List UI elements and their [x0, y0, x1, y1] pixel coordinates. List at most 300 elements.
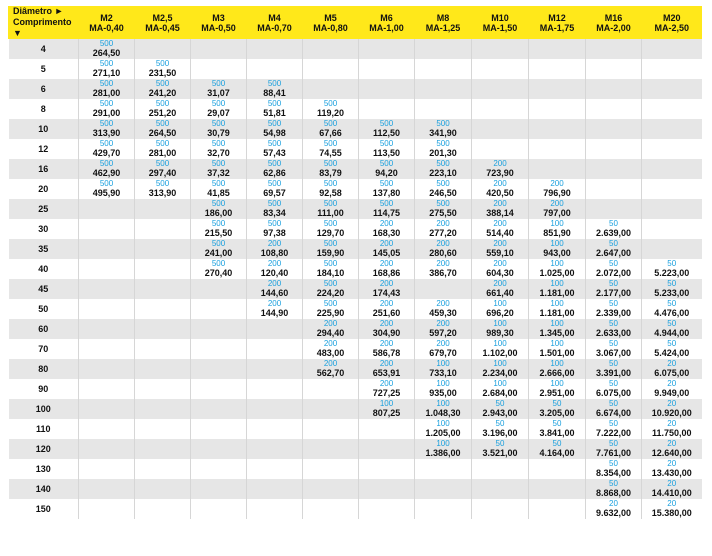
column-ma-code: MA-0,70 [257, 22, 292, 33]
price-cell [79, 339, 135, 359]
price-cell [303, 239, 359, 259]
price-value: 280,60 [429, 248, 457, 258]
price-value: 429,70 [92, 148, 121, 158]
price-value: 174,43 [372, 288, 401, 298]
price-cell [79, 199, 135, 219]
price-cell [415, 299, 472, 319]
price-cell [642, 119, 702, 139]
pack-quantity: 500 [379, 119, 394, 128]
price-cell [586, 219, 642, 239]
price-value: 797,00 [543, 208, 571, 218]
price-cell [135, 379, 191, 399]
pack-quantity: 500 [323, 239, 338, 248]
price-cell [472, 99, 529, 119]
price-value: 51,81 [263, 108, 286, 118]
price-value: 1.025,00 [539, 268, 575, 278]
pack-quantity: 50 [552, 419, 562, 428]
price-cell [586, 399, 642, 419]
column-header [586, 6, 642, 39]
price-value: 3.521,00 [482, 448, 518, 458]
table-row [9, 479, 702, 499]
price-cell [247, 459, 303, 479]
price-cell [529, 419, 586, 439]
pack-quantity: 500 [436, 179, 450, 188]
price-cell [303, 59, 359, 79]
price-cell [135, 59, 191, 79]
price-cell [191, 119, 247, 139]
price-cell [642, 359, 702, 379]
price-cell [359, 179, 415, 199]
pack-quantity: 50 [609, 479, 618, 488]
price-cell [415, 79, 472, 99]
pack-quantity: 200 [379, 219, 394, 228]
column-header [303, 6, 359, 39]
price-cell [472, 479, 529, 499]
pack-quantity: 200 [493, 179, 507, 188]
price-value: 251,20 [148, 108, 177, 118]
price-value: 495,90 [92, 188, 121, 198]
price-cell [303, 99, 359, 119]
price-value: 420,50 [486, 188, 514, 198]
pack-quantity: 200 [379, 299, 394, 308]
price-cell [415, 359, 472, 379]
price-cell [135, 399, 191, 419]
price-cell [303, 439, 359, 459]
price-cell [642, 219, 702, 239]
pack-quantity: 50 [609, 239, 618, 248]
price-cell [191, 419, 247, 439]
pack-quantity: 20 [667, 359, 677, 368]
price-value: 727,25 [372, 388, 401, 398]
pack-quantity: 500 [211, 239, 226, 248]
price-cell [79, 279, 135, 299]
pack-quantity: 200 [267, 239, 282, 248]
price-value: 1.181,00 [539, 288, 575, 298]
pack-quantity: 500 [211, 199, 226, 208]
table-row [9, 379, 702, 399]
pack-quantity: 500 [323, 119, 338, 128]
price-value: 112,50 [372, 128, 401, 138]
price-value: 137,80 [372, 188, 401, 198]
price-value: 6.674,00 [595, 408, 632, 418]
price-value: 3.196,00 [482, 428, 518, 438]
price-cell [359, 319, 415, 339]
column-ma-code: MA-1,50 [482, 22, 518, 33]
price-cell [191, 219, 247, 239]
price-cell [642, 59, 702, 79]
price-value: 168,30 [372, 228, 401, 238]
price-cell [359, 299, 415, 319]
pack-quantity: 200 [379, 379, 394, 388]
price-cell [191, 359, 247, 379]
pack-quantity: 500 [323, 219, 338, 228]
price-cell [586, 499, 642, 519]
price-value: 1.102,00 [482, 348, 518, 358]
price-cell [79, 439, 135, 459]
price-cell [642, 479, 702, 499]
pack-quantity: 500 [99, 99, 114, 108]
price-cell [529, 459, 586, 479]
price-cell [247, 219, 303, 239]
pack-quantity: 20 [667, 459, 677, 468]
price-value: 31,07 [207, 88, 230, 98]
pack-quantity: 20 [667, 479, 677, 488]
price-cell [472, 399, 529, 419]
price-value: 386,70 [429, 268, 457, 278]
table-row [9, 59, 702, 79]
price-cell [359, 59, 415, 79]
price-cell [586, 139, 642, 159]
price-cell [586, 419, 642, 439]
price-cell [191, 179, 247, 199]
price-cell [586, 79, 642, 99]
price-cell [303, 399, 359, 419]
price-cell [303, 139, 359, 159]
pack-quantity: 500 [211, 259, 226, 268]
price-cell [642, 159, 702, 179]
price-cell [586, 479, 642, 499]
price-value: 304,90 [372, 328, 401, 338]
pack-quantity: 500 [379, 159, 394, 168]
length-cell: 20 [9, 179, 79, 199]
diameter-label: Diâmetro ► [13, 6, 64, 16]
pack-quantity: 500 [99, 79, 114, 88]
price-cell [529, 139, 586, 159]
pack-quantity: 200 [436, 239, 450, 248]
price-cell [472, 179, 529, 199]
length-cell: 70 [9, 339, 79, 359]
price-cell [79, 239, 135, 259]
price-value: 92,58 [319, 188, 342, 198]
price-cell [415, 339, 472, 359]
pack-quantity: 100 [436, 419, 450, 428]
price-cell [529, 179, 586, 199]
pack-quantity: 200 [379, 239, 394, 248]
price-value: 13.430,00 [651, 468, 692, 478]
price-cell [642, 379, 702, 399]
price-value: 5.233,00 [654, 288, 690, 298]
price-value: 69,57 [263, 188, 286, 198]
column-size: M3 [212, 12, 225, 23]
price-cell [247, 159, 303, 179]
pack-quantity: 500 [323, 159, 338, 168]
pack-quantity: 500 [211, 179, 226, 188]
pack-quantity: 200 [323, 319, 338, 328]
price-cell [135, 319, 191, 339]
price-value: 5.223,00 [654, 268, 690, 278]
price-value: 1.345,00 [539, 328, 575, 338]
price-value: 653,91 [372, 368, 401, 378]
pack-quantity: 200 [267, 299, 282, 308]
price-cell [247, 419, 303, 439]
price-cell [359, 419, 415, 439]
price-value: 74,55 [319, 148, 342, 158]
pack-quantity: 200 [379, 259, 394, 268]
price-cell [79, 79, 135, 99]
price-cell [415, 239, 472, 259]
price-cell [135, 439, 191, 459]
price-cell [191, 439, 247, 459]
price-cell [191, 479, 247, 499]
price-cell [529, 319, 586, 339]
price-cell [135, 279, 191, 299]
price-cell [472, 259, 529, 279]
price-value: 246,50 [429, 188, 457, 198]
price-value: 2.639,00 [595, 228, 632, 238]
price-cell [415, 199, 472, 219]
price-value: 388,14 [486, 208, 514, 218]
price-cell [529, 159, 586, 179]
price-cell [303, 219, 359, 239]
column-size: M2,5 [152, 12, 173, 23]
price-cell [135, 79, 191, 99]
price-value: 215,50 [204, 228, 233, 238]
pack-quantity: 500 [267, 199, 282, 208]
price-value: 1.181,00 [539, 308, 575, 318]
price-cell [415, 59, 472, 79]
price-cell [79, 419, 135, 439]
pack-quantity: 50 [609, 399, 618, 408]
pack-quantity: 500 [211, 119, 226, 128]
price-cell [529, 199, 586, 219]
price-value: 291,00 [92, 108, 121, 118]
pack-quantity: 100 [436, 379, 450, 388]
price-cell [415, 259, 472, 279]
price-cell [415, 399, 472, 419]
pack-quantity: 200 [267, 279, 282, 288]
pack-quantity: 50 [552, 439, 562, 448]
price-value: 483,00 [316, 348, 345, 358]
pack-quantity: 500 [379, 139, 394, 148]
price-cell [359, 139, 415, 159]
pack-quantity: 50 [609, 219, 618, 228]
price-cell [247, 259, 303, 279]
price-cell [247, 179, 303, 199]
price-value: 144,90 [260, 308, 289, 318]
pack-quantity: 500 [379, 179, 394, 188]
pack-quantity: 50 [609, 379, 618, 388]
pack-quantity: 500 [99, 159, 114, 168]
price-cell [303, 279, 359, 299]
column-size: M10 [491, 12, 509, 23]
price-value: 277,20 [429, 228, 457, 238]
price-cell [529, 299, 586, 319]
price-cell [586, 379, 642, 399]
price-cell [303, 259, 359, 279]
pack-quantity: 100 [436, 359, 450, 368]
price-cell [472, 79, 529, 99]
price-cell [472, 459, 529, 479]
price-cell [247, 399, 303, 419]
column-size: M4 [268, 12, 281, 23]
price-value: 1.386,00 [425, 448, 461, 458]
price-cell [79, 139, 135, 159]
price-cell [529, 399, 586, 419]
price-cell [359, 259, 415, 279]
length-cell: 4 [9, 39, 79, 59]
price-value: 1.048,30 [425, 408, 461, 418]
price-value: 83,34 [263, 208, 286, 218]
pack-quantity: 50 [609, 299, 618, 308]
price-cell [359, 499, 415, 519]
price-cell [472, 319, 529, 339]
price-cell [642, 139, 702, 159]
price-value: 604,30 [486, 268, 514, 278]
price-value: 270,40 [204, 268, 233, 278]
price-cell [79, 319, 135, 339]
price-value: 241,00 [204, 248, 233, 258]
price-value: 796,90 [543, 188, 571, 198]
price-cell [586, 99, 642, 119]
price-cell [79, 219, 135, 239]
price-cell [303, 319, 359, 339]
price-value: 6.075,00 [654, 368, 690, 378]
price-cell [359, 359, 415, 379]
price-cell [247, 319, 303, 339]
price-cell [472, 359, 529, 379]
price-cell [135, 219, 191, 239]
price-value: 5.424,00 [654, 348, 690, 358]
pack-quantity: 200 [379, 359, 394, 368]
pack-quantity: 50 [495, 439, 505, 448]
price-cell [415, 319, 472, 339]
price-value: 679,70 [429, 348, 457, 358]
price-cell [247, 439, 303, 459]
length-cell: 130 [9, 459, 79, 479]
price-cell [586, 179, 642, 199]
price-value: 989,30 [486, 328, 514, 338]
price-value: 459,30 [429, 308, 457, 318]
price-cell [586, 339, 642, 359]
price-cell [642, 459, 702, 479]
pack-quantity: 200 [493, 199, 507, 208]
price-cell [415, 99, 472, 119]
price-cell [529, 279, 586, 299]
price-cell [79, 179, 135, 199]
pack-quantity: 100 [550, 359, 564, 368]
price-value: 108,80 [260, 248, 289, 258]
column-size: M20 [662, 12, 681, 23]
length-cell: 150 [9, 499, 79, 519]
pack-quantity: 50 [552, 399, 562, 408]
price-cell [191, 379, 247, 399]
price-value: 111,00 [317, 208, 344, 218]
price-value: 129,70 [316, 228, 345, 238]
price-value: 661,40 [486, 288, 514, 298]
price-value: 9.949,00 [654, 388, 690, 398]
length-cell: 140 [9, 479, 79, 499]
price-cell [191, 159, 247, 179]
column-size: M12 [548, 12, 566, 23]
price-value: 1.205,00 [425, 428, 461, 438]
pack-quantity: 100 [550, 339, 564, 348]
price-cell [529, 359, 586, 379]
price-cell [529, 379, 586, 399]
pack-quantity: 100 [550, 259, 564, 268]
price-cell [247, 99, 303, 119]
price-value: 807,25 [372, 408, 401, 418]
column-header [642, 6, 702, 39]
price-cell [529, 219, 586, 239]
price-value: 559,10 [486, 248, 514, 258]
price-cell [529, 479, 586, 499]
price-value: 294,40 [316, 328, 345, 338]
price-cell [415, 159, 472, 179]
length-cell: 120 [9, 439, 79, 459]
price-value: 231,50 [148, 68, 177, 78]
pack-quantity: 500 [211, 79, 226, 88]
pack-quantity: 100 [550, 239, 564, 248]
table-row [9, 239, 702, 259]
price-cell [529, 259, 586, 279]
price-cell [303, 339, 359, 359]
price-cell [135, 119, 191, 139]
price-cell [191, 499, 247, 519]
price-value: 145,05 [372, 248, 401, 258]
price-cell [586, 299, 642, 319]
price-cell [135, 139, 191, 159]
pack-quantity: 200 [379, 339, 394, 348]
price-value: 7.761,00 [595, 448, 632, 458]
price-cell [247, 379, 303, 399]
price-cell [642, 439, 702, 459]
column-size: M8 [436, 12, 450, 23]
price-cell [135, 39, 191, 59]
pack-quantity: 100 [493, 379, 507, 388]
price-value: 271,10 [92, 68, 121, 78]
price-cell [529, 339, 586, 359]
price-cell [247, 239, 303, 259]
price-cell [135, 239, 191, 259]
pack-quantity: 200 [550, 199, 564, 208]
pack-quantity: 20 [609, 499, 618, 508]
price-value: 1.501,00 [539, 348, 575, 358]
price-cell [359, 119, 415, 139]
price-value: 57,43 [263, 148, 286, 158]
price-value: 313,90 [92, 128, 121, 138]
price-value: 120,40 [260, 268, 289, 278]
price-value: 2.339,00 [595, 308, 632, 318]
pack-quantity: 100 [550, 299, 564, 308]
price-cell [247, 79, 303, 99]
pack-quantity: 50 [609, 339, 618, 348]
pack-quantity: 500 [155, 139, 170, 148]
pack-quantity: 100 [493, 299, 507, 308]
price-value: 2.072,00 [595, 268, 632, 278]
table-row [9, 99, 702, 119]
price-cell [303, 159, 359, 179]
pack-quantity: 500 [323, 199, 338, 208]
price-cell [303, 199, 359, 219]
price-cell [472, 119, 529, 139]
price-cell [586, 279, 642, 299]
price-value: 168,86 [372, 268, 401, 278]
price-cell [303, 179, 359, 199]
pack-quantity: 200 [493, 239, 507, 248]
column-size: M6 [380, 12, 393, 23]
price-cell [586, 359, 642, 379]
price-value: 54,98 [263, 128, 286, 138]
length-cell: 30 [9, 219, 79, 239]
price-cell [359, 459, 415, 479]
price-cell [135, 199, 191, 219]
price-cell [303, 79, 359, 99]
pack-quantity: 200 [550, 179, 564, 188]
price-value: 2.943,00 [482, 408, 518, 418]
price-cell [79, 159, 135, 179]
price-cell [642, 259, 702, 279]
pack-quantity: 50 [667, 299, 677, 308]
